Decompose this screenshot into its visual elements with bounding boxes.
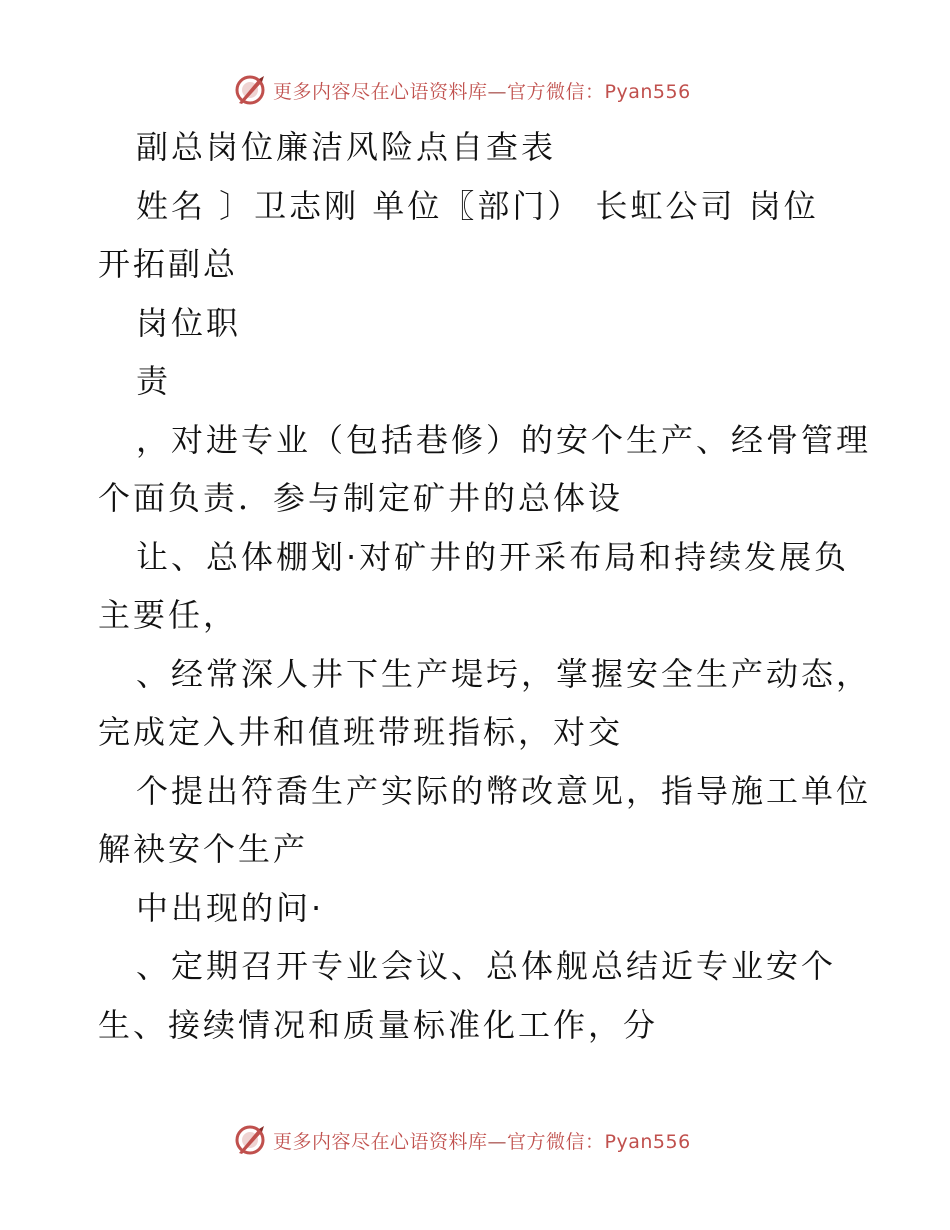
text-line: 生、接续情况和质量标准化工作，分: [98, 1005, 659, 1044]
text-line: 、定期召开专业会议、总体舰总结近专业安个: [136, 947, 837, 985]
document-body: [98, 118, 872, 1054]
text-line: ，对进专业（包括巷修）的安个生产、经骨管理: [136, 420, 872, 459]
text-line: 解袂安个生产: [98, 830, 309, 868]
watermark-text: 更多内容尽在心语资料库—官方微信：Pyan556: [273, 80, 691, 103]
text-line: 开拓副总: [98, 245, 239, 283]
text-line: 、经常深人井下生产堤圬，掌握安全生产动态，: [136, 654, 872, 693]
text-line: 责: [136, 362, 172, 400]
text-line: 个提出符喬生产实际的幣改意见，指导施工单位: [136, 771, 872, 810]
text-line: 中出现的问·: [136, 888, 325, 927]
text-line: 完成定入井和值班带班指标，对交: [98, 713, 624, 751]
text-line: 个面负责．参与制定矿井的总体设: [98, 479, 624, 517]
text-line: 岗位职: [136, 303, 242, 342]
header-watermark: [233, 72, 753, 108]
quill-pen-seal-icon: [233, 1123, 267, 1157]
footer-watermark: [233, 1122, 753, 1158]
text-line: 让、总体棚划·对矿井的开采布局和持续发展负: [136, 537, 850, 576]
quill-pen-seal-icon: [233, 73, 267, 107]
watermark-text: 更多内容尽在心语资料库—官方微信：Pyan556: [273, 1130, 691, 1153]
text-line: 主要任，: [98, 596, 239, 634]
text-line: 姓名 〕卫志刚 单位〖部门） 长虹公司 岗位: [136, 186, 819, 225]
document-title: 副总岗位廉洁风险点自查表: [136, 128, 557, 166]
